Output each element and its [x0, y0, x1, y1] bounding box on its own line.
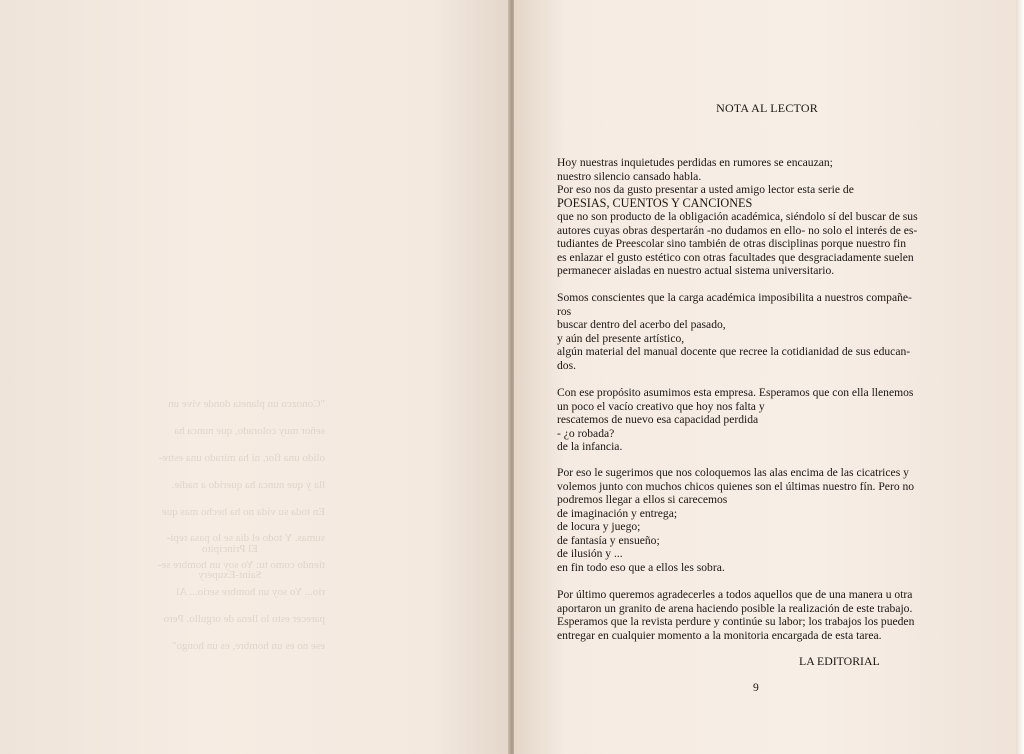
- bleed-sig-line: Saint-Exupéry: [198, 569, 262, 581]
- text-line: en fin todo eso que a ellos les sobra.: [557, 560, 725, 574]
- bleed-line: En toda su vida no ha hecho mas que: [161, 505, 325, 518]
- bleed-line: olido una flor, ni ha mirado una estre-: [158, 452, 325, 465]
- text-line: POESIAS, CUENTOS Y CANCIONES: [557, 195, 753, 210]
- text-line: Con ese propósito asumimos esta empresa. Esperamos que con ella llenemos: [557, 386, 914, 399]
- text-line: algún material del manual docente que recree la cotidianidad de sus educan-: [557, 345, 911, 358]
- bleed-line: parecer esto lo llena de orgullo. Pero: [163, 612, 325, 625]
- paragraph-4: [557, 466, 975, 574]
- bleed-line: "Conozco un planeta donde vive un: [168, 398, 325, 411]
- text-line: permanecer aisladas en nuestro actual sistema universitario.: [557, 264, 835, 277]
- text-line: entregar en cualquier momento a la monitoria encargada de esta tarea.: [557, 628, 882, 642]
- left-page: [0, 0, 510, 754]
- text-line: dos.: [557, 358, 577, 372]
- bleed-line: lla y que nunca ha querido a nadie.: [171, 478, 325, 491]
- text-line: Por eso le sugerimos que nos coloquemos las alas encima de las cicatrices y: [557, 466, 909, 479]
- text-line: Somos conscientes que la carga académica imposibilita a nuestros compañe-: [557, 291, 912, 304]
- bleed-sig-line: El Principito: [202, 543, 258, 555]
- text-line: es enlazar el gusto estético con otras facultades que desgraciadamente suelen: [557, 250, 914, 264]
- text-line: un poco el vacío creativo que hoy nos falta y: [557, 399, 765, 413]
- text-line: buscar dentro del acerbo del pasado,: [557, 318, 726, 331]
- text-line: Esperamos que la revista perdure y continúe su labor; los trabajos los pueden: [557, 615, 915, 628]
- text-line: de locura y juego;: [557, 520, 641, 533]
- page-title: NOTA AL LECTOR: [716, 101, 818, 115]
- text-line: nuestro silencio cansado habla.: [557, 169, 702, 183]
- bleed-line: sumas. Y todo el día se lo pasa repi-: [166, 532, 325, 545]
- signature: LA EDITORIAL: [799, 654, 880, 668]
- paragraph-1: [557, 156, 975, 278]
- bleed-through-text: [90, 385, 325, 653]
- bleed-line: rio... Yo soy un hombre serio... Al: [176, 586, 325, 599]
- paragraph-2: [557, 291, 975, 372]
- text-line: ros: [557, 304, 572, 318]
- text-line: tudiantes de Preescolar sino también de otras disciplinas porque nuestro fin: [557, 237, 907, 250]
- paragraph-3: [557, 386, 975, 454]
- bleed-through-signature: [170, 530, 290, 582]
- text-line: que no son producto de la obligación académica, siéndolo sí del buscar de sus: [557, 210, 918, 223]
- text-line: - ¿o robada?: [557, 426, 615, 440]
- text-line: rescatemos de nuevo esa capacidad perdida: [557, 413, 759, 426]
- text-line: aportaron un granito de arena haciendo posible la realización de este trabajo.: [557, 601, 913, 615]
- bleed-line: señor muy colorado, que nunca ha: [174, 425, 325, 438]
- text-line: de imaginación y entrega;: [557, 506, 678, 520]
- bleed-line: ese no es un hombre, es un hongo": [172, 639, 325, 652]
- bleed-line: tiendo como tu: Yo soy un hombre se-: [157, 559, 325, 572]
- text-line: Por último queremos agradecerles a todos aquellos que de una manera u otra: [557, 588, 913, 601]
- text-line: de ilusión y ...: [557, 547, 623, 560]
- right-page: [514, 0, 1024, 754]
- paragraph-5: [557, 588, 975, 642]
- text-line: autores cuyas obras despertarán -no dudamos en ello- no solo el interés de es-: [557, 223, 918, 237]
- text-line: de fantasía y ensueño;: [557, 533, 660, 547]
- text-line: Hoy nuestras inquietudes perdidas en rumores se encauzan;: [557, 156, 833, 169]
- page-edge: [1016, 0, 1024, 754]
- text-line: Por eso nos da gusto presentar a usted amigo lector esta serie de: [557, 183, 854, 196]
- text-line: y aún del presente artístico,: [557, 331, 685, 345]
- text-line: de la infancia.: [557, 440, 623, 453]
- page-number: 9: [753, 681, 759, 694]
- text-line: podremos llegar a ellos si carecemos: [557, 493, 728, 506]
- text-line: volemos junto con muchos chicos quienes son el últimas nuestro fín. Pero no: [557, 479, 915, 493]
